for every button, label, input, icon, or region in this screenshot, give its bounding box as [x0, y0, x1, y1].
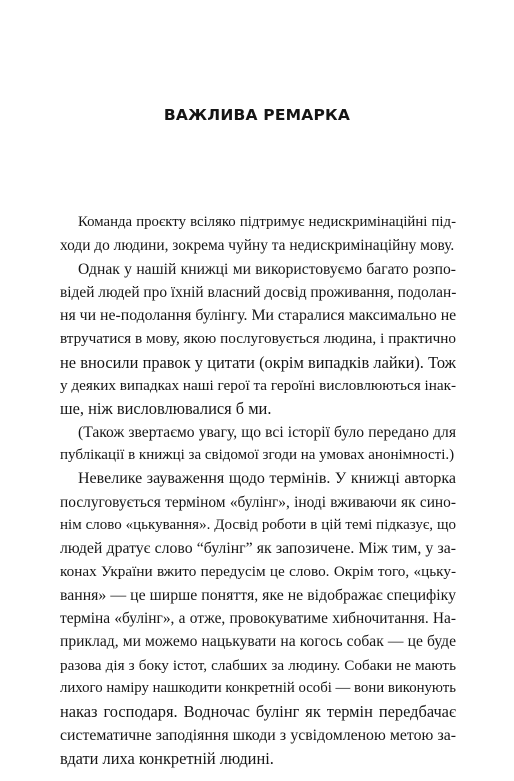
paragraph-2-line: у деяких випадках наші герої та героїні висловлюються інак-	[60, 377, 457, 395]
body-text	[60, 211, 456, 770]
paragraph-4-line: систематичне заподіяння шкоди з усвідомленою метою за-	[60, 726, 456, 744]
page-title: ВАЖЛИВА РЕМАРКА	[163, 106, 351, 124]
paragraph-4-line: наказ господаря. Водночас булінг як термін передбачає	[60, 702, 456, 722]
paragraph-4-line: разова дія з боку істот, слабших за людину. Собаки не мають	[60, 656, 456, 674]
paragraph-2-line: Однак у нашій книжці ми використовуємо багато розпо-	[78, 260, 456, 278]
paragraph-4-line: вдати лиха конкретній людині.	[60, 748, 274, 768]
paragraph-4-line: послуговується терміном «булінг», іноді вживаючи як сино-	[60, 493, 456, 511]
paragraph-1-line: ходи до людини, зокрема чуйну та недискримінаційну мову.	[60, 237, 455, 255]
paragraph-4-line: вання» — це ширше поняття, яке не відображає специфіку	[60, 586, 456, 604]
paragraph-4-line: лихого наміру нашкодити конкретній особі — вони виконують	[60, 679, 456, 696]
paragraph-1-line: Команда проєкту всіляко підтримує недискримінаційні під-	[78, 214, 456, 230]
paragraph-2-line: не вносили правок у цитати (окрім випадків лайки). Тож	[60, 352, 456, 372]
paragraph-2-line: відей людей про їхній власний досвід проживання, подолан-	[60, 283, 457, 301]
paragraph-4-line: приклад, ми можемо нацькувати на когось собак — це буде	[60, 633, 456, 651]
paragraph-4-line: людей дратує слово “булінг” як запозичене. Між тим, у за-	[60, 540, 456, 558]
paragraph-4-line: нім слово «цькування». Досвід роботи в цій темі підказує, що	[60, 516, 456, 533]
paragraph-3-line: (Також звертаємо увагу, що всі історії було передано для	[78, 423, 456, 441]
paragraph-4-line: терміна «булінг», а отже, провокуватиме хибночитання. На-	[60, 610, 456, 628]
paragraph-4-line: конах України вжито передусім це слово. Окрім того, «цьку-	[60, 563, 456, 581]
paragraph-2-line: ня чи не-подолання булінгу. Ми старалися максимально не	[60, 307, 457, 325]
paragraph-2-line: втручатися в мову, якою послуговується людина, і практично	[60, 330, 456, 348]
paragraph-4-line: Невелике зауваження щодо термінів. У книжці авторка	[78, 470, 456, 488]
paragraph-3-line: публікації в книжці за свідомої згоди на умовах анонімності.)	[60, 446, 455, 463]
paragraph-2-line: ше, ніж висловлювалися б ми.	[60, 399, 272, 419]
